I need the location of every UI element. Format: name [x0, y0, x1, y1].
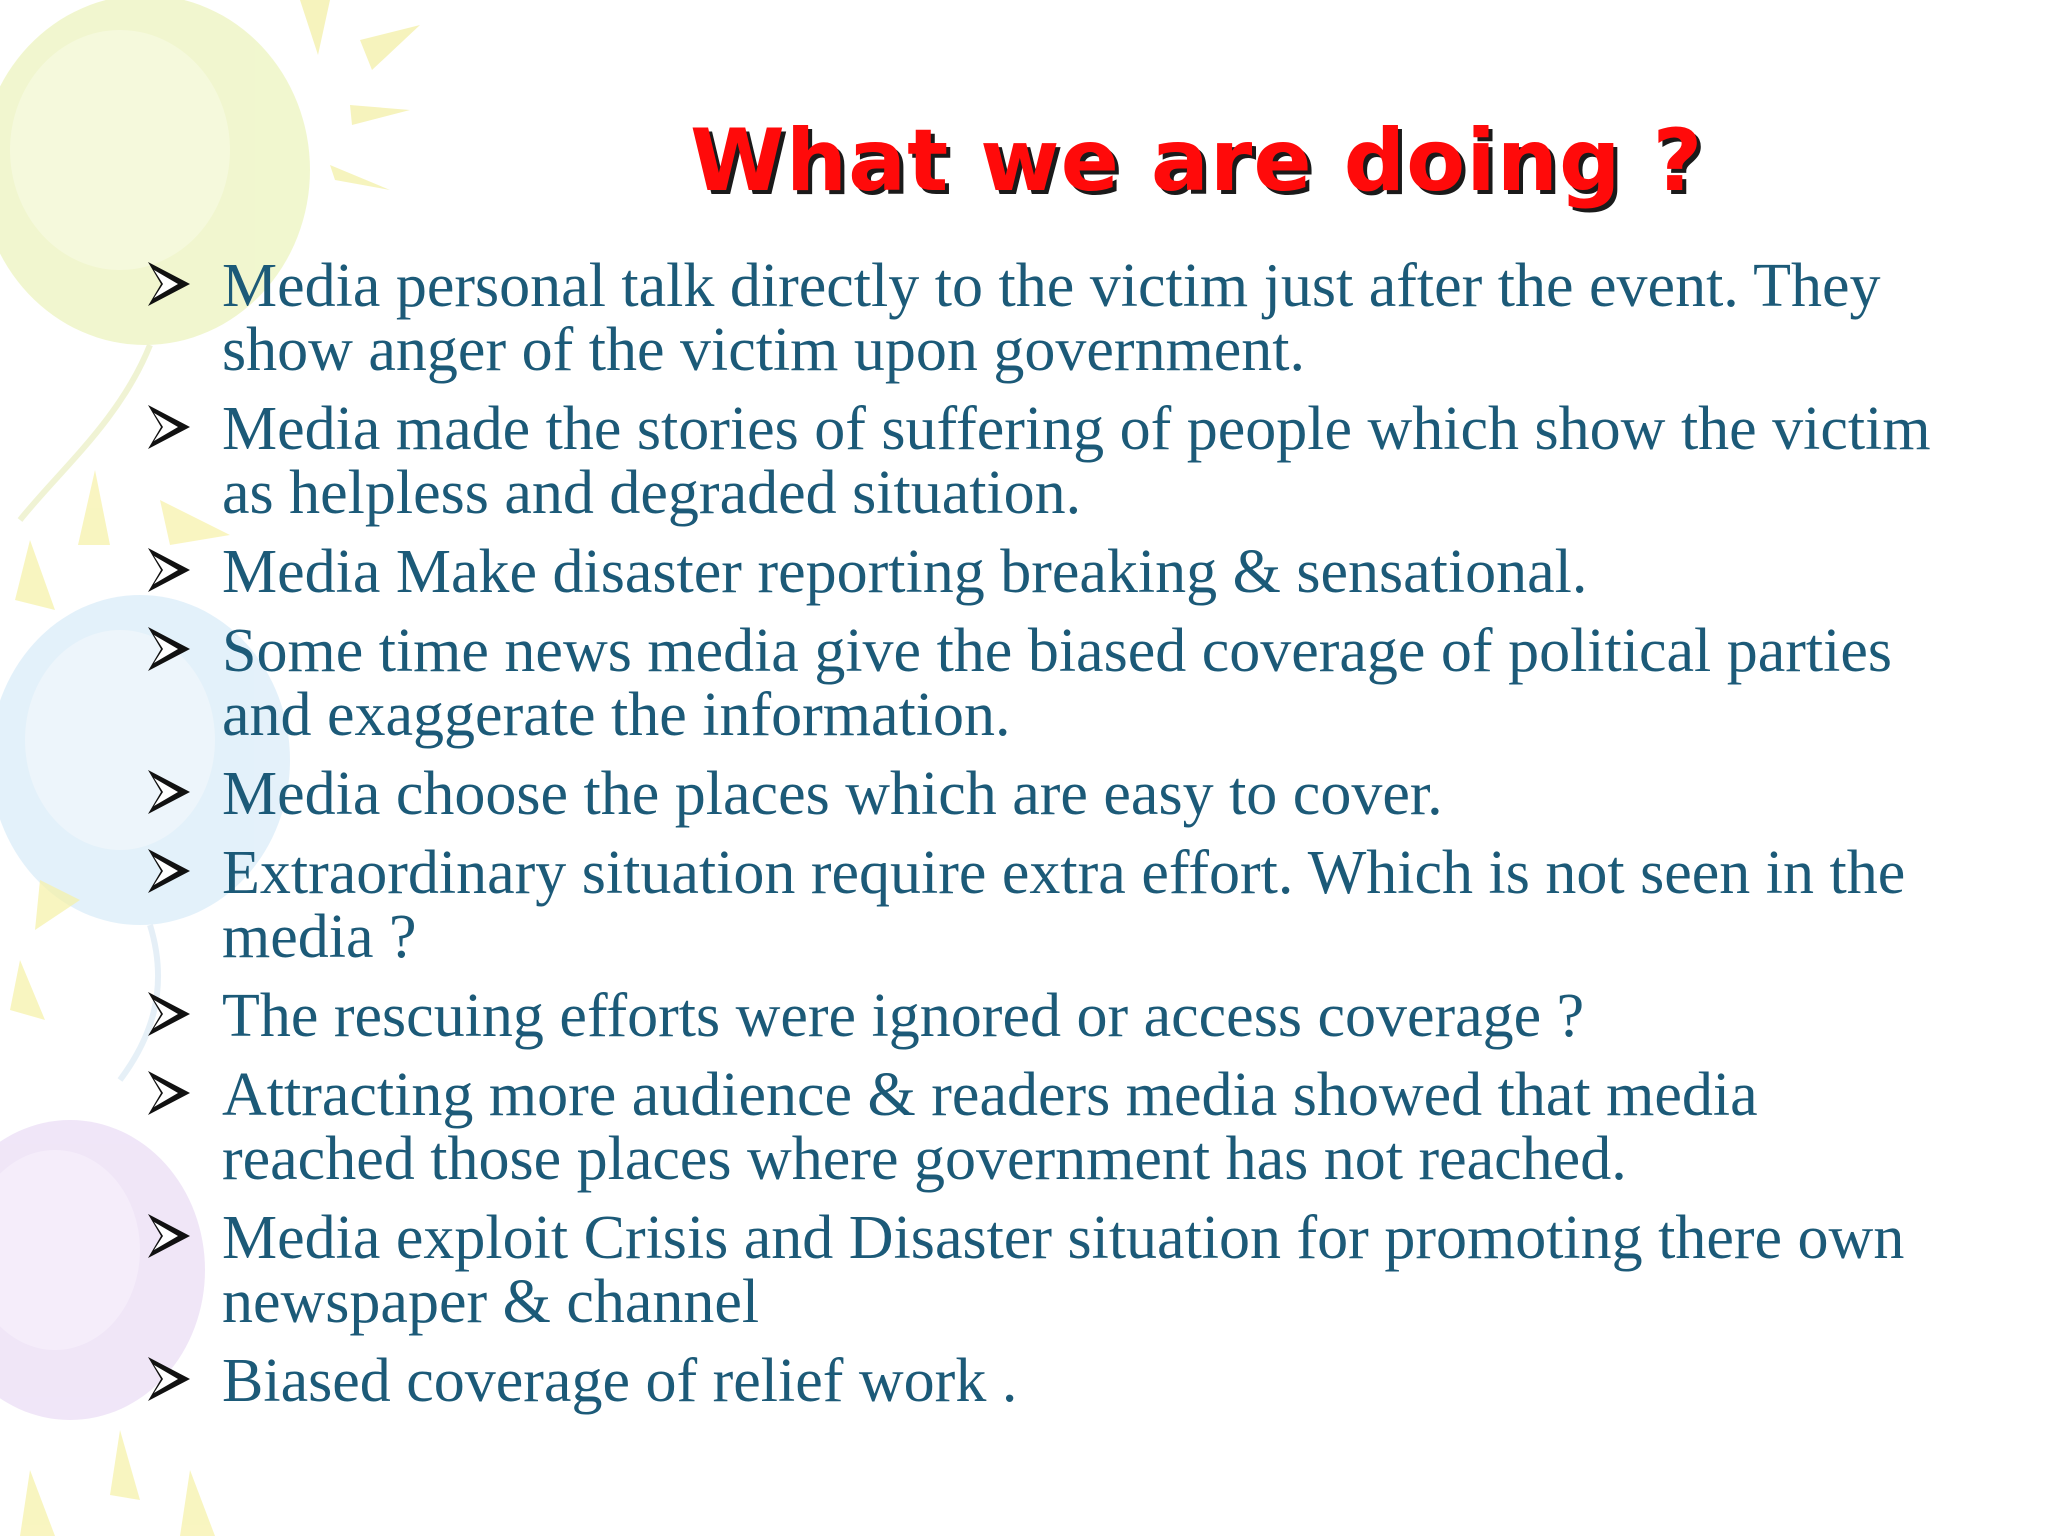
bullet-item [140, 984, 1940, 1048]
arrow-bullet-icon [146, 1212, 192, 1260]
arrow-bullet-icon [146, 625, 192, 673]
bullet-item [140, 397, 1940, 525]
bullet-list [140, 254, 1940, 1428]
arrow-bullet-icon [146, 546, 192, 594]
bullet-text: Extraordinary situation require extra effort. Which is not seen in the media ? [222, 839, 1906, 971]
arrow-bullet-icon [146, 1069, 192, 1117]
arrow-bullet-icon [146, 768, 192, 816]
bullet-item [140, 762, 1940, 826]
bullet-text: Media Make disaster reporting breaking & sensational. [222, 538, 1588, 606]
bullet-text: Attracting more audience & readers media showed that media reached those places where government has not reached. [222, 1061, 1758, 1193]
bullet-item [140, 1063, 1940, 1191]
bullet-item [140, 540, 1940, 604]
bullet-item [140, 1206, 1940, 1334]
bullet-text: Media personal talk directly to the victim just after the event. They show anger of the victim upon government. [222, 252, 1881, 384]
arrow-bullet-icon [146, 403, 192, 451]
arrow-bullet-icon [146, 990, 192, 1038]
arrow-bullet-icon [146, 847, 192, 895]
bullet-text: Media choose the places which are easy to cover. [222, 760, 1443, 828]
bullet-text: Some time news media give the biased coverage of political parties and exaggerate the information. [222, 617, 1893, 749]
bullet-text: Biased coverage of relief work . [222, 1347, 1018, 1415]
bullet-item [140, 619, 1940, 747]
slide-title: What we are doing ? [690, 111, 1704, 211]
bullet-text: Media made the stories of suffering of people which show the victim as helpless and degraded situation. [222, 395, 1931, 527]
bullet-item [140, 841, 1940, 969]
bullet-text: The rescuing efforts were ignored or access coverage ? [222, 982, 1585, 1050]
arrow-bullet-icon [146, 260, 192, 308]
sun-rays-decoration [300, 0, 420, 190]
bullet-item [140, 1349, 1940, 1413]
arrow-bullet-icon [146, 1355, 192, 1403]
bullet-text: Media exploit Crisis and Disaster situation for promoting there own newspaper & channel [222, 1204, 1905, 1336]
bullet-item [140, 254, 1940, 382]
